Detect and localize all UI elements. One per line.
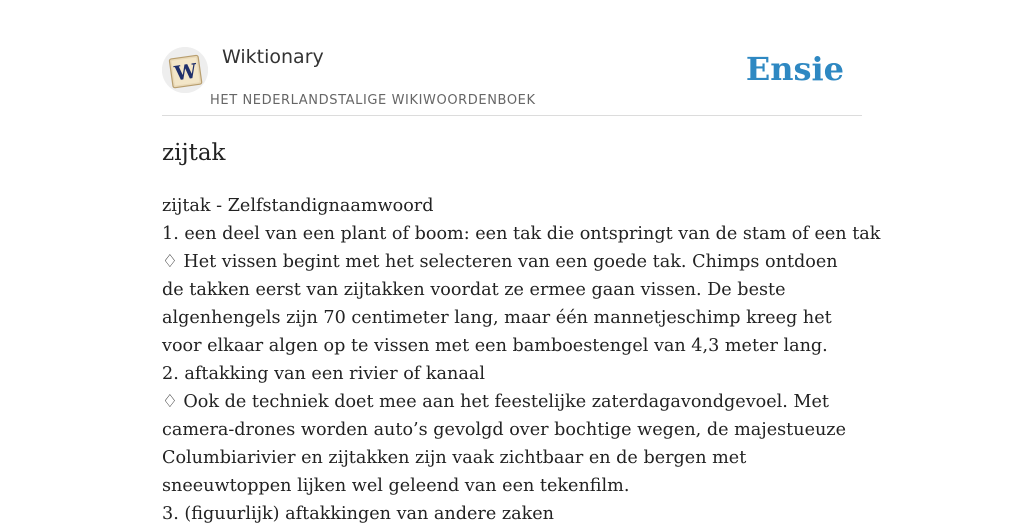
- wiktionary-logo-graphic: [162, 47, 208, 93]
- page-title: zijtak: [162, 140, 226, 166]
- site-header: [162, 0, 862, 116]
- definition-1: 1. een deel van een plant of boom: een tak die ontspringt van de stam of een tak: [162, 224, 881, 244]
- site-name[interactable]: Wiktionary: [222, 46, 324, 68]
- wiktionary-logo-icon[interactable]: [162, 47, 208, 93]
- definition-2: 2. aftakking van een rivier of kanaal: [162, 364, 485, 384]
- definition-3: 3. (figuurlijk) aftakkingen van andere zaken: [162, 504, 555, 524]
- entry-content: [162, 192, 881, 528]
- example-1: ♢ Het vissen begint met het selecteren van een goede tak. Chimps ontdoen de takken eerst van zijtakken voordat ze ermee gaan vissen. De beste algenhengels zijn 70 centimeter lang, maar één mannetjeschimp kreeg het voor elkaar algen op te vissen met een bamboestengel van 4,3 meter lang.: [162, 252, 838, 356]
- word-type: zijtak - Zelfstandignaamwoord: [162, 196, 434, 216]
- example-2: ♢ Ook de techniek doet mee aan het feestelijke zaterdagavondgevoel. Met camera-drones worden auto’s gevolgd over bochtige wegen, de majestueuze Columbiarivier en zijtakken zijn vaak zichtbaar en de bergen met sneeuwtoppen lijken wel geleend van een tekenfilm.: [162, 392, 846, 496]
- site-tagline: HET NEDERLANDSTALIGE WIKIWOORDENBOEK: [210, 93, 536, 108]
- logo-letter: W: [172, 58, 199, 86]
- ensie-brand-logo[interactable]: Ensie: [745, 50, 844, 88]
